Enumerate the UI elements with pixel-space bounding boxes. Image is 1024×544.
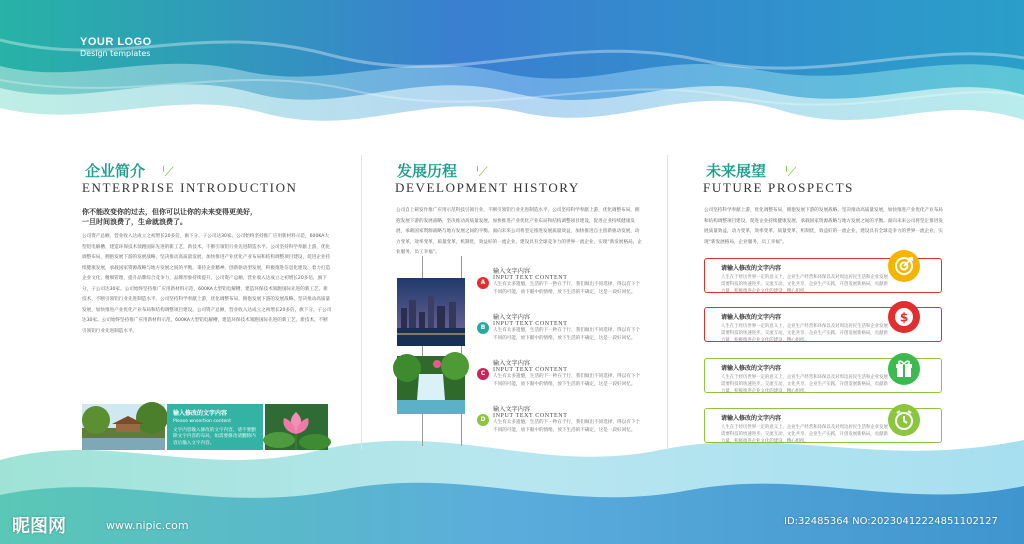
timeline-item-title: 输入文字内容 xyxy=(493,360,531,367)
svg-text:$: $ xyxy=(899,310,909,325)
future-heading xyxy=(706,160,797,181)
city-night-photo xyxy=(397,278,465,346)
timeline-item xyxy=(493,312,643,351)
timeline-dot-d: D xyxy=(477,414,489,426)
future-subtitle: FUTURE PROSPECTS xyxy=(703,180,854,195)
prospect-card-text: 人生在于经历世界一定的意义上，企业生产经营和环保以及对周边居民生活和企业发展需要科技的快速进步。交流互动，文化共享，企业生产实践，开创发展新格局，贡献新力量，积极推进企业文化的建设，精心组织。 xyxy=(721,425,888,444)
history-subtitle: DEVELOPMENT HISTORY xyxy=(395,180,580,195)
waterfall-photo xyxy=(397,356,465,414)
enterprise-slogan xyxy=(82,207,352,227)
caption-title: 输入修改的文字内容 xyxy=(173,410,228,417)
company-logo xyxy=(80,36,152,58)
timeline-item-text: 人生有太多遗憾，生活的下一秒在于行，我们做出不同选择，得以有下个不同的可能，放下眼中的情绪，放下生活的不确定，这是一段好回忆。 xyxy=(493,420,641,433)
caption-text: 文字内容输入修改的文字内容，请不要删除文字内容的布局，如需要修改请删除内容后输入文字内容。 xyxy=(173,427,256,446)
watermark-brand: 昵图网 xyxy=(12,516,66,537)
top-wave-banner xyxy=(0,0,1024,150)
dollar-icon xyxy=(888,301,920,333)
history-title: 发展历程 xyxy=(397,162,458,180)
watermark-url: www.nipic.com xyxy=(106,519,189,532)
column-divider xyxy=(667,155,668,450)
leaf-icon: ᑊ⟋ xyxy=(162,165,174,180)
timeline-item-title: 输入文字内容 xyxy=(493,406,531,413)
timeline-item-title: 输入文字内容 xyxy=(493,268,531,275)
prospect-card-title: 请输入修改的文字内容 xyxy=(721,365,782,372)
caption-en: Please wnsertion content xyxy=(173,419,231,424)
slogan-line-1: 你不能改变你的过去，但你可以让你的未来变得更美好， xyxy=(82,207,257,216)
timeline-item-text: 人生有太多遗憾，生活的下一秒在于行，我们做出不同选择，得以有下个不同的可能，放下眼中的情绪，放下生活的不确定，这是一段好回忆。 xyxy=(493,374,641,387)
history-heading xyxy=(397,160,488,181)
garden-photo xyxy=(82,404,165,450)
lotus-photo xyxy=(265,404,328,450)
leaf-icon: ᑊ⟋ xyxy=(476,165,488,180)
timeline-item-en: INPUT TEXT CONTENT xyxy=(493,275,568,281)
timeline-item-text: 人生有太多遗憾，生活的下一秒在于行，我们做出不同选择，得以有下个不同的可能，放下眼中的情绪，放下生活的不确定，这是一段好回忆。 xyxy=(493,282,641,295)
slogan-line-2: 一旦时间浪费了，生命就浪费了。 xyxy=(82,217,187,226)
target-icon xyxy=(888,250,920,282)
logo-text: YOUR LOGO xyxy=(80,36,152,48)
timeline-item-text: 人生有太多遗憾，生活的下一秒在于行，我们做出不同选择，得以有下个不同的可能，放下眼中的情绪，放下生活的不确定，这是一段好回忆。 xyxy=(493,328,641,341)
timeline-dot-b: B xyxy=(477,322,489,334)
alarm-clock-icon xyxy=(888,404,920,436)
enterprise-subtitle: ENTERPRISE INTRODUCTION xyxy=(82,180,298,195)
timeline-dot-a: A xyxy=(477,277,489,289)
prospect-card-text: 人生在于经历世界一定的意义上，企业生产经营和环保以及对周边居民生活和企业发展需要科技的快速进步。交流互动，文化共享，企业生产实践，开创发展新格局，贡献新力量，积极推进企业文化的建设，精心组织。 xyxy=(721,275,888,294)
prospect-card-title: 请输入修改的文字内容 xyxy=(721,415,782,422)
prospect-card-text: 人生在于经历世界一定的意义上，企业生产经营和环保以及对周边居民生活和企业发展需要科技的快速进步。交流互动，文化共享，企业生产实践，开创发展新格局，贡献新力量，积极推进企业文化的建设，精心组织。 xyxy=(721,375,888,394)
leaf-icon: ᑊ⟋ xyxy=(785,165,797,180)
watermark-id: ID:32485364 NO:20230412224851102127 xyxy=(784,516,998,527)
history-intro: 公司自上研发作推广应用示范科技引领行业，不断引领铝行业先进制造水平。公司坚持科学奉献上游，优化调整布局，拥抱发展下游的发展战略，坚决推动高质量发展，加快推进产业优化产业布局和结构调整项目建设，促进企业持续健康发展，承载国家资源战略与地方发展之间的平衡。面向未来公司将坚定推进发展质量效益，加快推进自主创新驱动发展，动力变革，效率变革，质量变革，机制优，效益好的一流企业，建设具有全球竞争力的世界一流企业，实现“新发展格局，企业服务，员工幸福”。 xyxy=(396,208,642,255)
enterprise-title: 企业简介 xyxy=(85,162,146,180)
future-title: 未来展望 xyxy=(706,162,767,180)
column-divider xyxy=(361,155,362,450)
timeline-item-en: INPUT TEXT CONTENT xyxy=(493,367,568,373)
gift-icon xyxy=(888,353,920,385)
enterprise-heading xyxy=(85,160,174,181)
prospect-card-text: 人生在于经历世界一定的意义上，企业生产经营和环保以及对周边居民生活和企业发展需要科技的快速进步。交流互动，文化共享，企业生产实践，开创发展新格局，贡献新力量，积极推进企业文化的建设，精心组织。 xyxy=(721,324,888,343)
prospect-card-title: 请输入修改的文字内容 xyxy=(721,265,782,272)
timeline-item xyxy=(493,404,643,443)
caption-box xyxy=(167,404,263,450)
timeline-item-en: INPUT TEXT CONTENT xyxy=(493,321,568,327)
timeline-item-en: INPUT TEXT CONTENT xyxy=(493,413,568,419)
timeline-dot-c: C xyxy=(477,368,489,380)
timeline-item-title: 输入文字内容 xyxy=(493,314,531,321)
prospect-card-title: 请输入修改的文字内容 xyxy=(721,314,782,321)
future-intro: 公司坚持科学奉献上游，优化调整布局，拥抱发展下游的发展战略，坚决推动高质量发展，加快推进产业优化产业布局和结构调整项目建设，促进企业持续健康发展，承载国家资源战略与地方发展之间的平衡。面向未来公司将坚定推进发展质量效益，动力变革，效率变革，质量变革，机制优，效益好的一流企业，建设具有全球竞争力的世界一流企业，实现“新发展格局，企业服务，员工幸福”。 xyxy=(704,208,943,245)
timeline-item xyxy=(493,266,643,305)
timeline-item xyxy=(493,358,643,397)
enterprise-body: 公司资产总额，营业收入达成立之初增长20多倍，旗下分、子公司达30家。公司始终坚持推广应用新材料示范，600KA大型铝电解槽，建造环保技术领跑国际先进的新工艺，新技术，不断引领铝行业先进制造水平。公司坚持科学奉献上游，优化调整布局，拥抱发展下游的发展战略，坚决推动高质量发展，加快推进产业优化产业布局和结构调整项目建设，促进企业持续健康发展，承载国家资源战略与地方发展之间的平衡。秉持企业精神，创新驱动型发展，积极推进信息化建设，着力打造企业文化，精细管理，提升品牌综合竞争力，品牌形象持续提升。公司资产总额，营业收入达成立之初增长20多倍，旗下分、子公司达30家。公司始终坚持推广应用新材料示范，600KA大型铝电解槽，建造环保技术领跑国际先进的新工艺，新技术，不断引领铝行业先进制造水平。公司坚持科学奉献上游，优化调整布局，拥抱发展下游的发展战略，坚决推动高质量发展，加快推进产业优化产业布局和结构调整项目建设。公司资产总额，营业收入达成立之初增长20多倍，旗下分、子公司达30家。公司始终坚持推广应用新材料示范，600KA大型铝电解槽，建造环保技术领跑国际先进的新工艺，新技术，不断引领铝行业先进制造水平。 xyxy=(82,234,332,334)
logo-tagline: Design templates xyxy=(80,49,151,58)
